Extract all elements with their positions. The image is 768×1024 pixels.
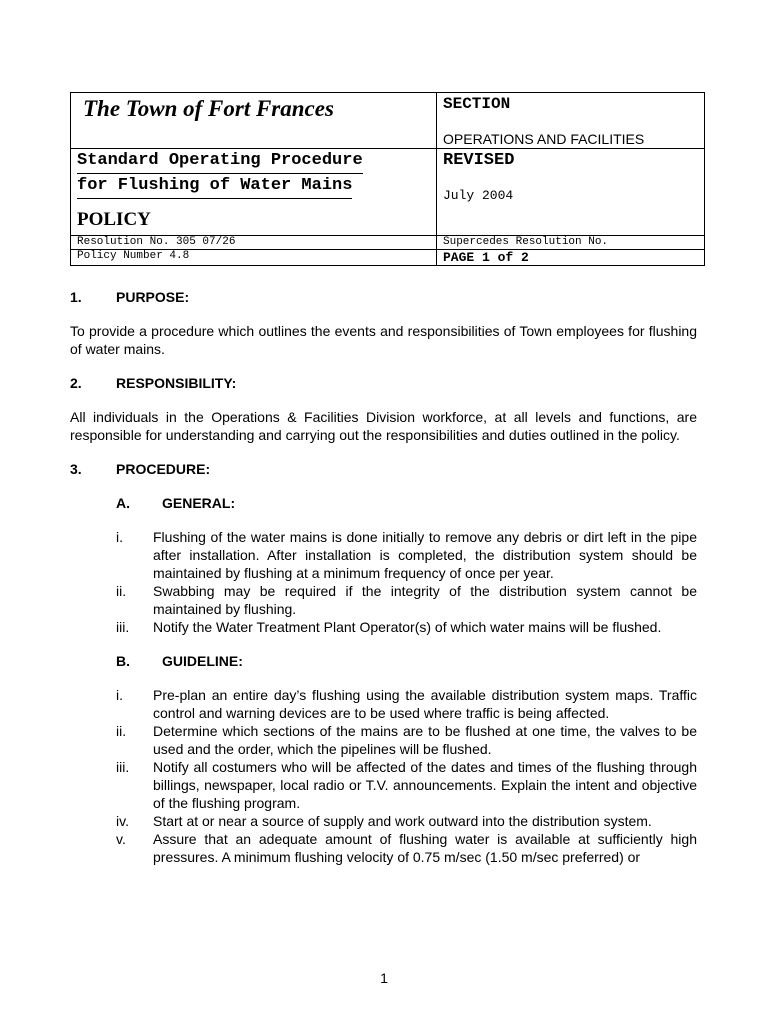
page-number: 1 xyxy=(380,970,388,986)
list-item-number: ii. xyxy=(116,723,127,739)
list-item xyxy=(116,722,697,758)
resolution-number: Resolution No. 305 07/26 xyxy=(77,236,236,248)
sop-title-line2: for Flushing of Water Mains xyxy=(77,174,352,199)
policy-number: Policy Number 4.8 xyxy=(77,250,190,262)
subsection-letter: B. xyxy=(116,653,130,669)
section-value: OPERATIONS AND FACILITIES xyxy=(443,131,645,147)
sop-title-line1: Standard Operating Procedure xyxy=(77,149,363,174)
section-heading xyxy=(70,374,697,392)
general-list xyxy=(116,528,697,636)
subsection-heading xyxy=(116,652,697,670)
list-item xyxy=(116,758,697,812)
section-number: 3. xyxy=(70,461,82,477)
list-item-number: ii. xyxy=(116,583,127,599)
page-cell xyxy=(437,250,705,266)
subsection-heading xyxy=(116,494,697,512)
section-title: PURPOSE: xyxy=(116,289,190,305)
sop-cell xyxy=(71,149,437,236)
subsection-letter: A. xyxy=(116,495,130,511)
list-item xyxy=(116,686,697,722)
section-heading xyxy=(70,288,697,306)
section-number: 2. xyxy=(70,375,82,391)
sop-title xyxy=(77,149,430,199)
section-heading xyxy=(70,460,697,478)
section-number: 1. xyxy=(70,289,82,305)
revised-cell xyxy=(437,149,705,236)
subsection-title: GENERAL: xyxy=(162,495,236,511)
list-item-text: Determine which sections of the mains are to be flushed at one time, the valves to be used and the order, which the pipelines will be flushed. xyxy=(153,723,697,757)
list-item-text: Pre-plan an entire day’s flushing using the available distribution system maps. Traffic control and warning devices are to be used where traffic is being affected. xyxy=(153,687,697,721)
page-indicator: PAGE 1 of 2 xyxy=(443,250,529,265)
section-title: PROCEDURE: xyxy=(116,461,211,477)
section-cell xyxy=(437,93,705,149)
header-table xyxy=(70,92,705,266)
list-item-text: Swabbing may be required if the integrity of the distribution system cannot be maintained by flushing. xyxy=(153,583,697,617)
list-item-text: Start at or near a source of supply and work outward into the distribution system. xyxy=(153,813,652,829)
document-body xyxy=(70,288,697,882)
revised-label: REVISED xyxy=(443,151,515,170)
list-item-number: iii. xyxy=(116,619,130,635)
list-item-text: Flushing of the water mains is done initially to remove any debris or dirt left in the pipe after installation. After installation is completed, the distribution system should be maintained by flushing at a minimum frequency of once per year. xyxy=(153,529,697,581)
list-item xyxy=(116,830,697,866)
policy-number-cell xyxy=(71,250,437,266)
supercedes-cell xyxy=(437,236,705,250)
section-paragraph: All individuals in the Operations & Facilities Division workforce, at all levels and functions, are responsible for understanding and carrying out the responsibilities and duties outlined in the policy. xyxy=(70,409,697,443)
list-item-text: Notify all costumers who will be affected of the dates and times of the flushing through billings, newspaper, local radio or T.V. announcements. Explain the intent and objective of the flushing program. xyxy=(153,759,697,811)
list-item xyxy=(116,812,697,830)
list-item-number: iv. xyxy=(116,813,129,829)
list-item xyxy=(116,582,697,618)
list-item xyxy=(116,618,697,636)
town-cell xyxy=(71,93,437,149)
section-paragraph: To provide a procedure which outlines the events and responsibilities of Town employees for flushing of water mains. xyxy=(70,323,697,357)
list-item-number: i. xyxy=(116,529,123,545)
guideline-list xyxy=(116,686,697,866)
subsection-title: GUIDELINE: xyxy=(162,653,243,669)
list-item-number: iii. xyxy=(116,759,130,775)
section-title: RESPONSIBILITY: xyxy=(116,375,237,391)
list-item-text: Notify the Water Treatment Plant Operator(s) of which water mains will be flushed. xyxy=(153,619,662,635)
list-item-number: v. xyxy=(116,831,126,847)
revised-date: July 2004 xyxy=(443,188,514,203)
policy-label: POLICY xyxy=(77,209,151,230)
supercedes-text: Supercedes Resolution No. xyxy=(443,236,609,248)
list-item xyxy=(116,528,697,582)
resolution-cell xyxy=(71,236,437,250)
town-name: The Town of Fort Frances xyxy=(83,96,334,121)
list-item-text: Assure that an adequate amount of flushing water is available at sufficiently high pressures. A minimum flushing velocity of 0.75 m/sec (1.50 m/sec preferred) or xyxy=(153,831,697,865)
section-label: SECTION xyxy=(443,95,511,113)
list-item-number: i. xyxy=(116,687,123,703)
